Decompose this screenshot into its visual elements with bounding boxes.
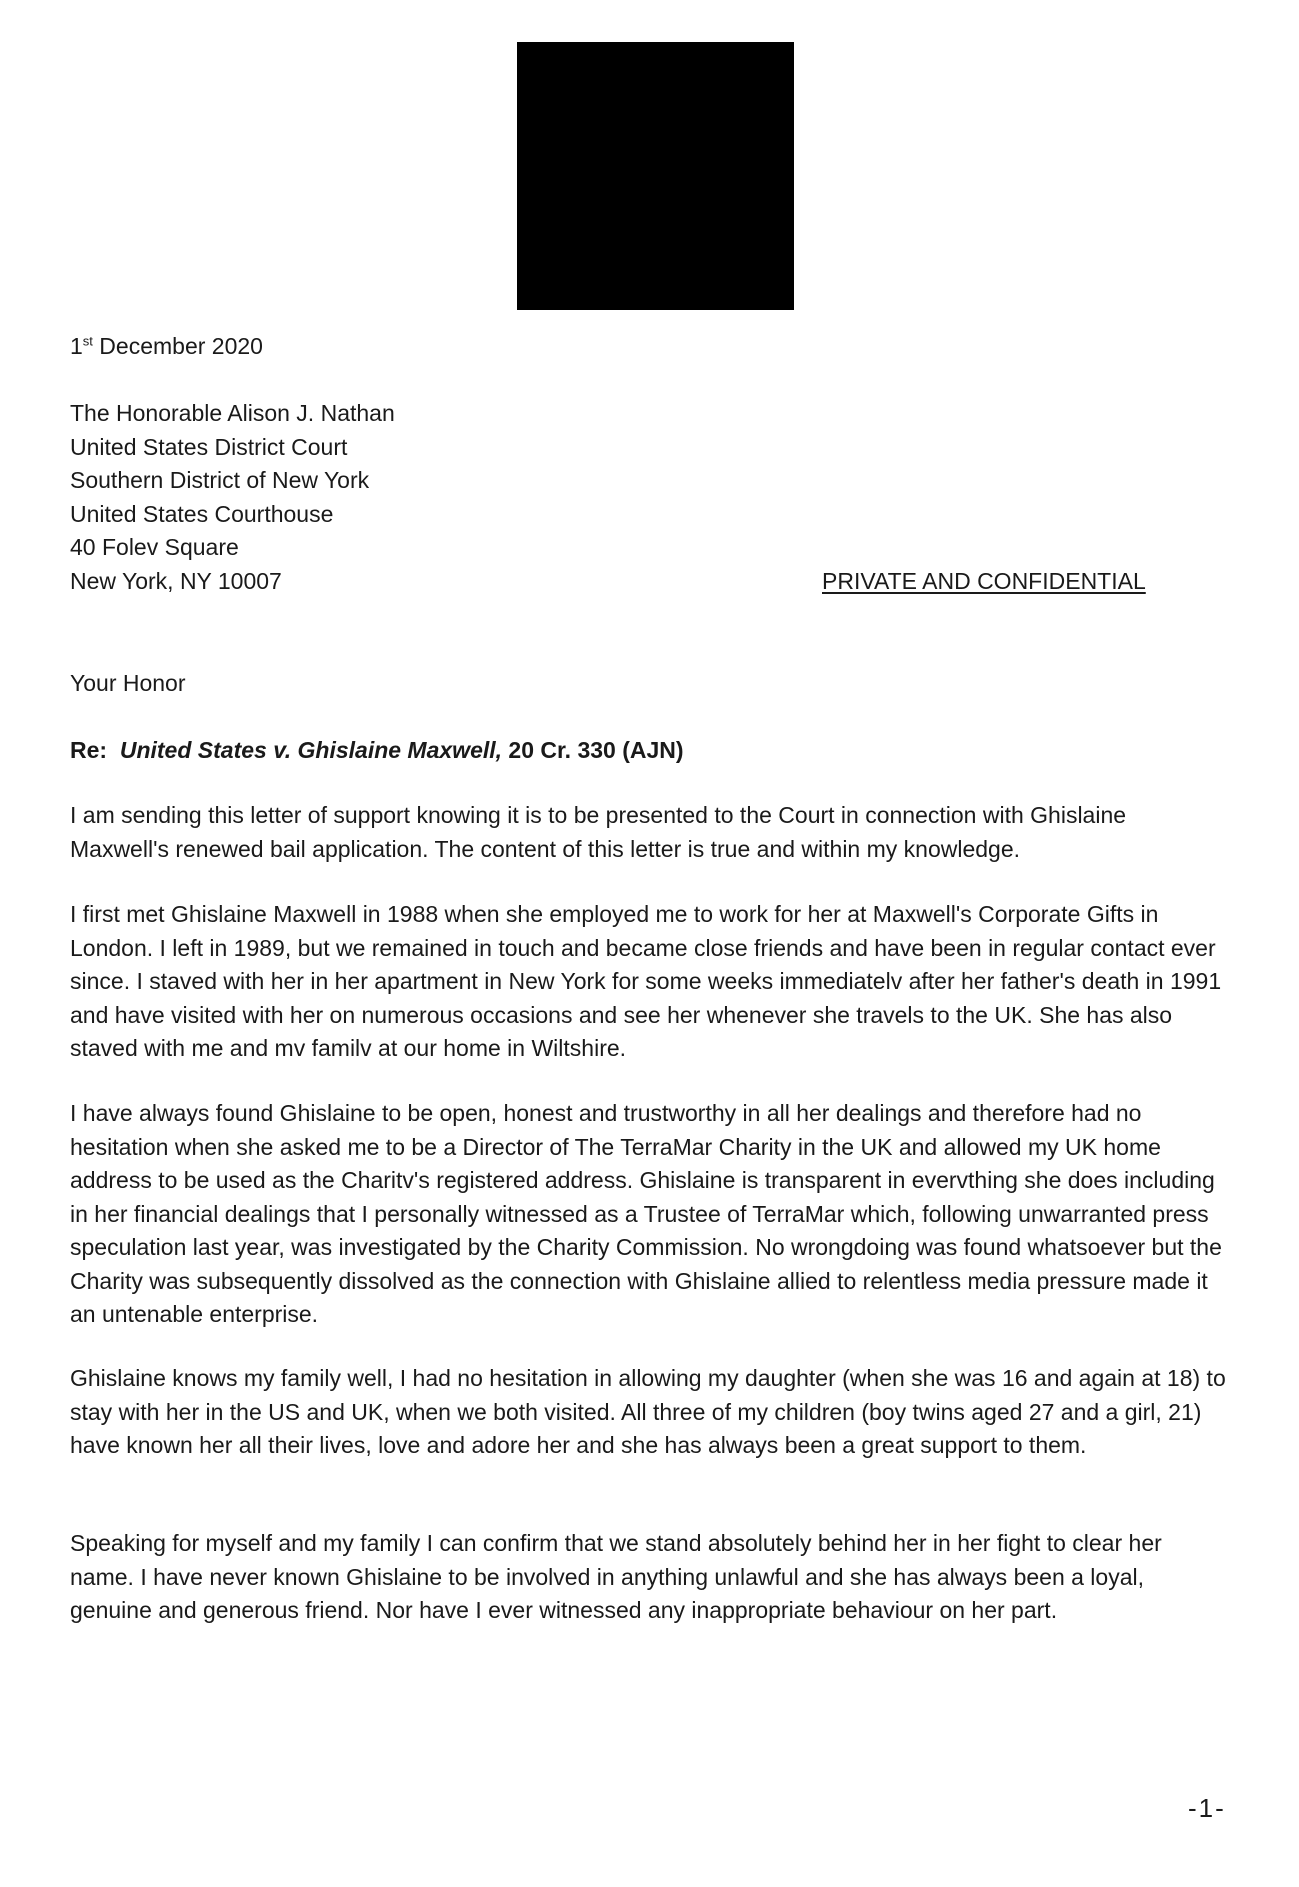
redacted-block	[517, 42, 794, 310]
date-suffix: st	[82, 333, 93, 349]
salutation: Your Honor	[70, 670, 186, 696]
confidential-label: PRIVATE AND CONFIDENTIAL	[822, 568, 1146, 594]
body-paragraph: Ghislaine knows my family well, I had no hesitation in allowing my daughter (when she was 16 and again at 18) to stay with her in the US and UK, when we both visited. All three of my children (boy twins aged 27 and a girl, 21) have known her all their lives, love and adore her and she has always been a great support to them.	[70, 1365, 1226, 1458]
body-paragraph: I first met Ghislaine Maxwell in 1988 when she employed me to work for her at Maxwell's Corporate Gifts in London. I left in 1989, but we remained in touch and became close friends and have been in regular contact ever since. I staved with her in her apartment in New York for some weeks immediatelv after her father's death in 1991 and have visited with her on numerous occasions and see her whenever she travels to the UK. She has also staved with me and mv familv at our home in Wiltshire.	[70, 901, 1222, 1061]
body-paragraph: Speaking for myself and my family I can confirm that we stand absolutely behind her in her fight to clear her name. I have never known Ghislaine to be involved in anything unlawful and she has always been a loyal, genuine and generous friend. Nor have I ever witnessed any inappropriate behaviour on her part.	[70, 1530, 1162, 1623]
subject-prefix: Re:	[70, 737, 108, 763]
address-line: The Honorable Alison J. Nathan	[70, 400, 395, 426]
date-day: 1	[70, 333, 83, 359]
address-line: Southern District of New York	[70, 467, 370, 493]
date-rest: December 2020	[92, 333, 263, 359]
page-number: -1-	[1188, 1793, 1226, 1823]
address-line: United States District Court	[70, 433, 348, 460]
subject-line	[70, 734, 1229, 768]
case-name: United States v. Ghislaine Maxwell,	[119, 737, 503, 763]
body-paragraph: I have always found Ghislaine to be open, honest and trustworthy in all her dealings and therefore had no hesitation when she asked me to be a Director of The TerraMar Charity in the UK and allowed my UK home address to be used as the Charitv's registered address. Ghislaine is transparent in evervthing she does including in her financial dealings that I personally witnessed as a Trustee of TerraMar which, following unwarranted press speculation last year, was investigated by the Charity Commission. No wrongdoing was found whatsoever but the Charity was subsequently dissolved as the connection with Ghislaine allied to relentless media pressure made it an untenable enterprise.	[70, 1100, 1222, 1327]
body-paragraph: I am sending this letter of support knowing it is to be presented to the Court in connection with Ghislaine Maxwell's renewed bail application. The content of this letter is true and within my knowledge.	[70, 802, 1127, 862]
case-number: 20 Cr. 330 (AJN)	[508, 737, 684, 763]
address-line: 40 Folev Square	[70, 534, 239, 560]
address-line: New York, NY 10007	[70, 567, 282, 594]
letter-date	[70, 330, 1229, 364]
address-line: United States Courthouse	[70, 500, 334, 527]
